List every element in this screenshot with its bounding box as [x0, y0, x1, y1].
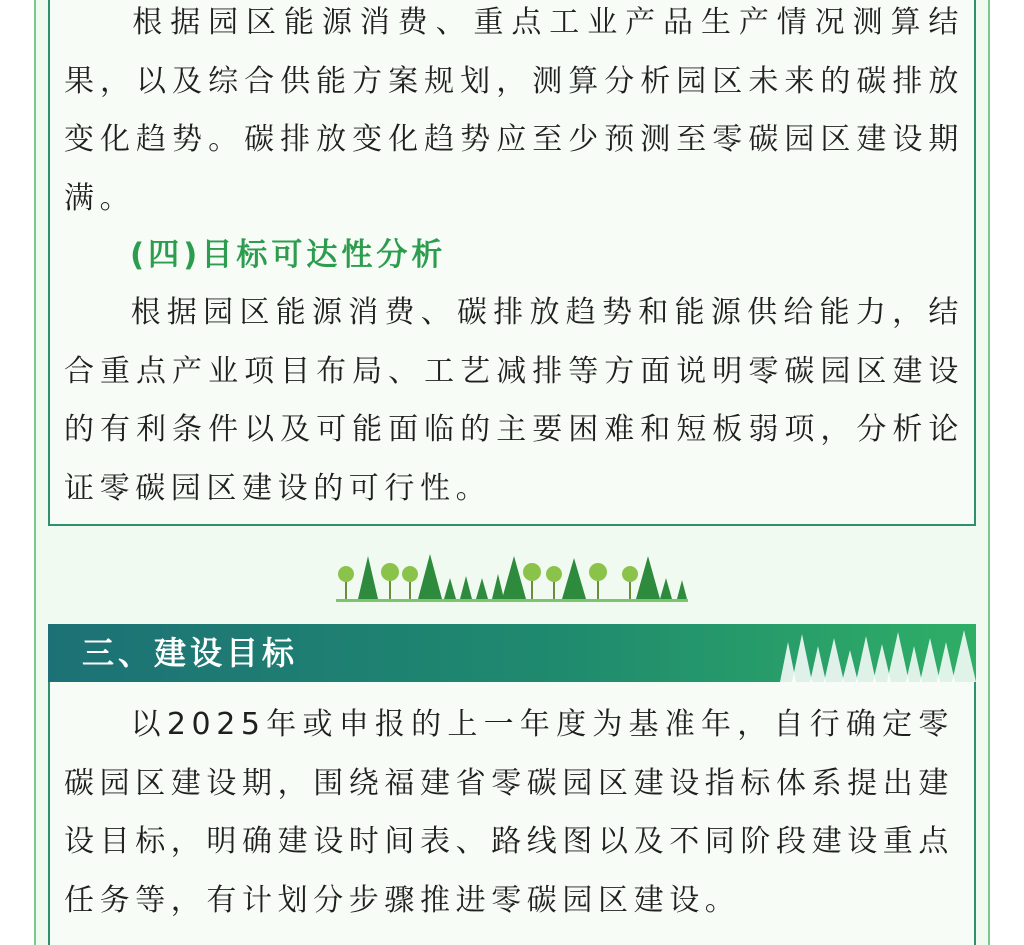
subheading-feasibility: (四)目标可达性分析: [130, 237, 447, 273]
paragraph-goals: 以2025年或申报的上一年度为基准年，自行确定零碳园区建设期，围绕福建省零碳园区建设指标体系提出建设目标，明确建设时间表、路线图以及不同阶段建设重点任务等，有计划分步骤推进零碳园区建设。: [64, 707, 954, 918]
section-banner: [48, 624, 976, 682]
paragraph-emission-trend: 根据园区能源消费、重点工业产品生产情况测算结果，以及综合供能方案规划，测算分析园区未来的碳排放变化趋势。碳排放变化趋势应至少预测至零碳园区建设期满。: [64, 5, 964, 216]
paragraph-feasibility: 根据园区能源消费、碳排放趋势和能源供给能力，结合重点产业项目布局、工艺减排等方面说明零碳园区建设的有利条件以及可能面临的主要困难和短板弱项，分析论证零碳园区建设的可行性。: [64, 295, 964, 506]
pine-trees-icon: [776, 628, 976, 682]
section-title: 三、建设目标: [82, 634, 299, 672]
forest-divider-icon: [336, 552, 688, 604]
